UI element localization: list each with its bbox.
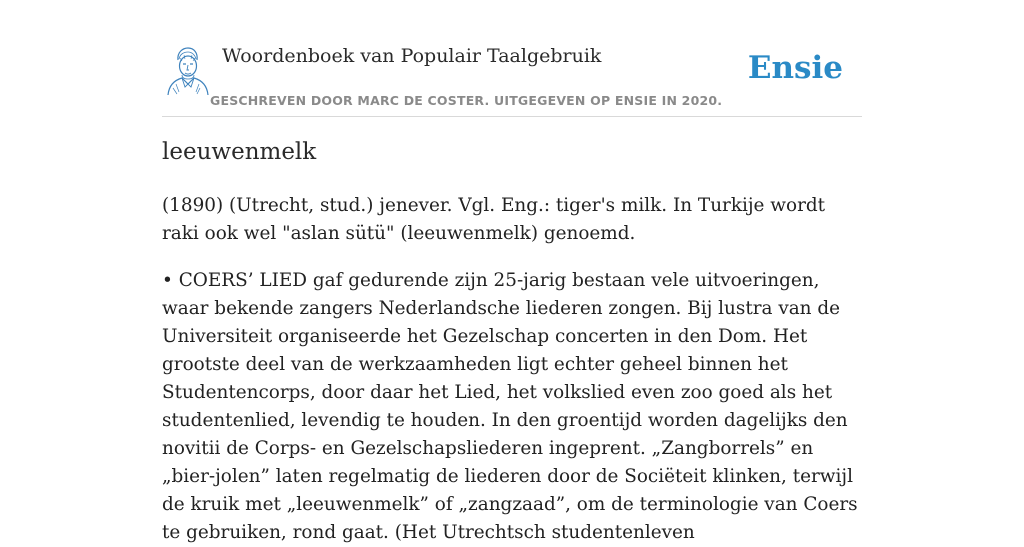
page (162, 0, 862, 543)
ensie-logo[interactable]: Ensie (747, 50, 843, 86)
author-portrait-icon[interactable] (164, 46, 210, 96)
author-byline: GESCHREVEN DOOR MARC DE COSTER. UITGEGEVEN OP ENSIE IN 2020. (210, 93, 723, 108)
entry-citation: • COERS’ LIED gaf gedurende zijn 25-jarig bestaan vele uitvoeringen, waar bekende zangers Nederlandsche liederen zongen. Bij lustra van de Universiteit organiseerde het Gezelschap concerten in den Dom. Het grootste deel van de werkzaamheden ligt echter geheel binnen het Studentencorps, door daar het Lied, het volkslied even zoo goed als het studentenlied, levendig te houden. In den groentijd worden dagelijks den novitii de Corps- en Gezelschapsliederen ingeprent. „Zangborrels” en „bier-jolen” laten regelmatig de liederen door de Sociëteit klinken, terwijl de kruik met „leeuwenmelk” of „zangzaad”, om de terminologie van Coers te gebruiken, rond gaat. (Het Utrechtsch studentenleven (162, 270, 858, 543)
dictionary-header (162, 0, 862, 117)
entry-title: leeuwenmelk (162, 139, 317, 165)
dictionary-title[interactable]: Woordenboek van Populair Taalgebruik (222, 45, 602, 67)
entry-definition: (1890) (Utrecht, stud.) jenever. Vgl. Eng.: tiger's milk. In Turkije wordt raki ook wel "aslan sütü" (leeuwenmelk) genoemd. (162, 195, 826, 244)
